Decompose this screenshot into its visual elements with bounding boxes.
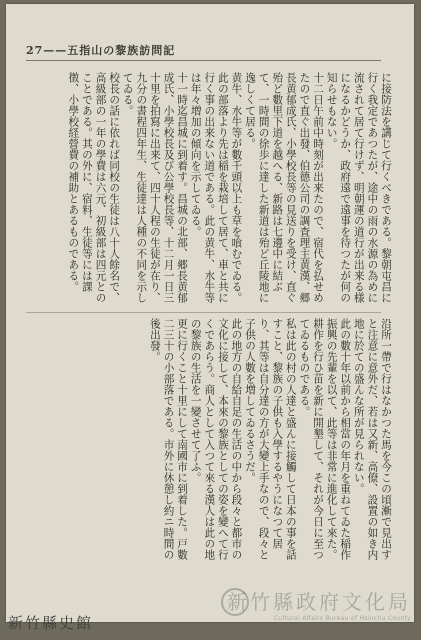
paragraph: 此の數十年以前から相當の年月を重ねてゐた稲作振興の先輩を以て、此等は非常に進化して來た。耕作を行ひ苗を新に開墾して、それが今日に至つてゐるものである。 [298,318,352,560]
paragraph: 此の地方の自給自足の生活の中から段々と都市の文化に接して、本來の黎族としての姿を變へて行くであらう。商人として入つて來る漢人は此の地の黎族の生活を一變させて了ふ。 [189,318,243,560]
running-header: 27——五指山の黎族訪問記 [26,44,176,57]
paragraph: に接防法を講じて行くべきである。黎朝屯昌に行く我定であつたが、途中の雨の水源の為めに流されて居て行けず、明朝運の道行が出来る様になるかどうか、政府遠で遠事を待つたが何の知らせもない。 [325,72,392,303]
archive-stamp: 新竹縣史館 [8,614,94,632]
watermark-english: Cultural Affairs Bureau of Hsinchu County [273,615,411,622]
paragraph: 更に行くこと十里にして南國市に到着した。戸數二三十の小部落である。市外に休憩し約ニ時間の後出發。 [148,318,189,560]
watermark [227,586,411,622]
paragraph: 黄牛、水牛等が數千頭以上も草を喰むでゐる。此の部落より先は稲を栽培して居て、車と共に行く事の出来ない道である。此の黄牛、水牛等は年々増加の傾向を示してゐる。 [189,72,243,303]
paragraph: 私は此の村の人達と盛んに接觸して日本の事を話すこと、黎族の子供も入學するやうになつて居り、其等は自分達の方が大變上手なので、段々と子供の人數を増してゐるさうだ。 [244,318,297,560]
watermark-chinese: 新竹縣政府文化局 [227,590,411,614]
paragraph: 校長の話に依れば同校の生徒は八十人餘名で、高級部の一年の學費は六元、初級部は四元とのことである。其の外に、宿料、生徒等には課徴、小學校経營費の補助とあるものである。 [67,72,121,303]
column-divider [26,312,381,313]
paragraph: 十一時迄昌城に到着す。昌城の北部、郷長黄郁成氏、小學校長及び公學校長等、十二月一日三十里を拍寫に出来て、四十人程の生徒が在り、九分の書程四年生、生徒達は人種の不同を示してゐる。 [121,72,189,303]
upper-text-block [24,72,392,310]
header-rule [26,60,381,61]
lower-text-block [24,318,392,568]
paragraph: 十二日午前中時刻が出来たので、宿代を払せめたので直ぐ出發、伯德公司の調査理主黄漢、郷長黄郁成氏、小學校長等の見送りを受け、直ぐ殆ど數里下道を越へる、新路は七邊中に結ぶて、一時間の徐歩に達した新道は殆ど丘陵地に逸しくて居る。 [244,72,325,303]
paragraph: 沿所一帶で行はなかつた馬を今この頃漸で見出すと注意に意外だ、若は又新、高僚、設置の如き内地に於ての盛んな所が見られない。 [352,318,392,560]
